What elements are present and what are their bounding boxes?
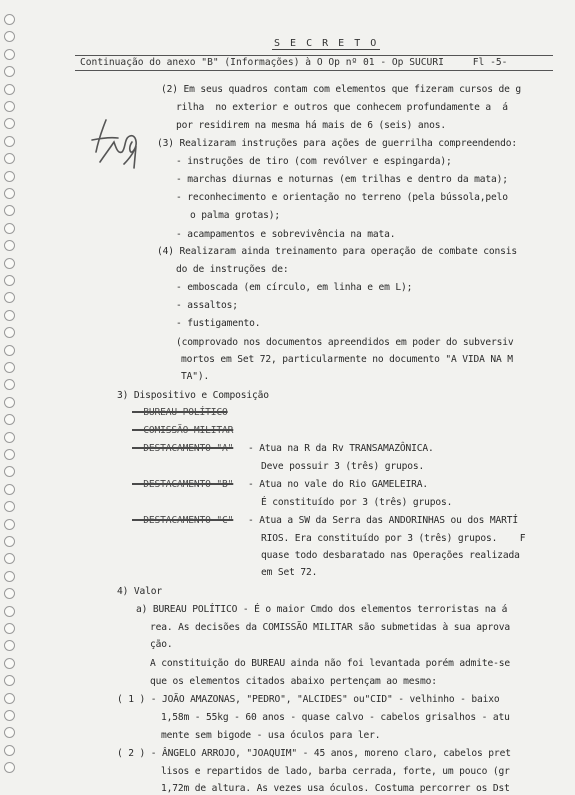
member-2-line-3: 1,72m de altura. As vezes usa óculos. Costuma percorrer os Dst bbox=[161, 783, 510, 794]
binder-hole bbox=[4, 501, 15, 512]
header-bottom-rule bbox=[75, 70, 553, 71]
binder-hole bbox=[4, 136, 15, 147]
destacamento-b-label: - DESTACAMENTO "B" bbox=[132, 479, 234, 490]
valor-a-line-2: rea. As decisões da COMISSÃO MILITAR são submetidas à sua aprova bbox=[150, 622, 511, 633]
binder-hole bbox=[4, 745, 15, 756]
destacamento-b-desc-2: É constituído por 3 (três) grupos. bbox=[261, 497, 453, 508]
doc-line-1: (2) Em seus quadros contam com elementos que fizeram cursos de g bbox=[161, 84, 522, 95]
doc-line-8: o palma grotas); bbox=[190, 210, 281, 221]
secret-stamp: S E C R E T O bbox=[274, 38, 379, 49]
destacamento-b-desc-1: - Atua no vale do Rio GAMELEIRA. bbox=[248, 479, 429, 490]
comissao-militar-item: - COMISSÃO MILITAR bbox=[132, 425, 234, 436]
destacamento-c-desc-2: RIOS. Era constituído por 3 (três) grupos. F bbox=[261, 533, 526, 544]
member-1-line-2: 1,58m - 55kg - 60 anos - quase calvo - cabelos grisalhos - atu bbox=[161, 712, 510, 723]
binder-hole bbox=[4, 536, 15, 547]
binder-hole bbox=[4, 379, 15, 390]
destacamento-a-desc-1: - Atua na R da Rv TRANSAMAZÔNICA. bbox=[248, 443, 434, 454]
doc-line-17: TA"). bbox=[181, 371, 210, 382]
binder-hole bbox=[4, 118, 15, 129]
handwritten-initials bbox=[88, 112, 150, 170]
member-2-line-1: ( 2 ) - ÂNGELO ARROJO, "JOAQUIM" - 45 anos, moreno claro, cabelos pret bbox=[117, 748, 511, 759]
binder-holes bbox=[4, 14, 18, 784]
destacamento-c-label: - DESTACAMENTO "C" bbox=[132, 515, 234, 526]
binder-hole bbox=[4, 84, 15, 95]
doc-line-11: do de instruções de: bbox=[176, 264, 289, 275]
doc-line-15: (comprovado nos documentos apreendidos em poder do subversiv bbox=[176, 337, 514, 348]
binder-hole bbox=[4, 519, 15, 530]
binder-hole bbox=[4, 66, 15, 77]
valor-a-line-3: ção. bbox=[150, 639, 173, 650]
doc-line-14: - fustigamento. bbox=[176, 318, 261, 329]
binder-hole bbox=[4, 414, 15, 425]
binder-hole bbox=[4, 101, 15, 112]
binder-hole bbox=[4, 553, 15, 564]
valor-a-line-5: que os elementos citados abaixo pertençam ao mesmo: bbox=[150, 676, 437, 687]
doc-line-2: rilha no exterior e outros que conhecem profundamente a á bbox=[176, 102, 508, 113]
doc-line-7: - reconhecimento e orientação no terreno (pela bússola,pelo bbox=[176, 192, 508, 203]
binder-hole bbox=[4, 710, 15, 721]
doc-line-9: - acampamentos e sobrevivência na mata. bbox=[176, 229, 396, 240]
valor-a-line-4: A constituição do BUREAU ainda não foi levantada porém admite-se bbox=[150, 658, 511, 669]
binder-hole bbox=[4, 188, 15, 199]
binder-hole bbox=[4, 223, 15, 234]
binder-hole bbox=[4, 240, 15, 251]
binder-hole bbox=[4, 292, 15, 303]
destacamento-c-desc-4: em Set 72. bbox=[261, 567, 318, 578]
member-2-line-2: lisos e repartidos de lado, barba cerrada, forte, um pouco (gr bbox=[161, 766, 510, 777]
binder-hole bbox=[4, 727, 15, 738]
destacamento-a-desc-2: Deve possuir 3 (três) grupos. bbox=[261, 461, 425, 472]
member-1-line-3: mente sem bigode - usa óculos para ler. bbox=[161, 730, 381, 741]
binder-hole bbox=[4, 675, 15, 686]
binder-hole bbox=[4, 484, 15, 495]
binder-hole bbox=[4, 693, 15, 704]
binder-hole bbox=[4, 362, 15, 373]
section-3-title: 3) Dispositivo e Composição bbox=[117, 390, 269, 401]
valor-a-line-1: a) BUREAU POLÍTICO - É o maior Cmdo dos elementos terroristas na á bbox=[136, 604, 508, 615]
binder-hole bbox=[4, 449, 15, 460]
binder-hole bbox=[4, 640, 15, 651]
destacamento-c-desc-3: quase todo desbaratado nas Operações realizada bbox=[261, 550, 520, 561]
binder-hole bbox=[4, 571, 15, 582]
doc-line-3: por residirem na mesma há mais de 6 (seis) anos. bbox=[176, 120, 447, 131]
binder-hole bbox=[4, 606, 15, 617]
doc-line-12: - emboscada (em círculo, em linha e em L); bbox=[176, 282, 413, 293]
doc-line-16: mortos em Set 72, particularmente no documento "A VIDA NA M bbox=[181, 354, 513, 365]
binder-hole bbox=[4, 623, 15, 634]
section-4-title: 4) Valor bbox=[117, 586, 163, 597]
binder-hole bbox=[4, 171, 15, 182]
destacamento-a-label: - DESTACAMENTO "A" bbox=[132, 443, 234, 454]
binder-hole bbox=[4, 345, 15, 356]
binder-hole bbox=[4, 205, 15, 216]
doc-line-5: - instruções de tiro (com revólver e espingarda); bbox=[176, 156, 452, 167]
binder-hole bbox=[4, 466, 15, 477]
binder-hole bbox=[4, 153, 15, 164]
doc-line-10: (4) Realizaram ainda treinamento para operação de combate consis bbox=[157, 246, 518, 257]
binder-hole bbox=[4, 275, 15, 286]
binder-hole bbox=[4, 310, 15, 321]
binder-hole bbox=[4, 762, 15, 773]
header-top-rule bbox=[75, 55, 553, 56]
binder-hole bbox=[4, 327, 15, 338]
binder-hole bbox=[4, 14, 15, 25]
doc-line-13: - assaltos; bbox=[176, 300, 238, 311]
page-header: Continuação do anexo "B" (Informações) à O Op nº 01 - Op SUCURI Fl -5- bbox=[80, 57, 508, 68]
destacamento-c-desc-1: - Atua a SW da Serra das ANDORINHAS ou dos MARTÍ bbox=[248, 515, 519, 526]
member-1-line-1: ( 1 ) - JOÃO AMAZONAS, "PEDRO", "ALCIDES" ou"CID" - velhinho - baixo bbox=[117, 694, 500, 705]
binder-hole bbox=[4, 49, 15, 60]
bureau-politico-item: - BUREAU POLÍTICO bbox=[132, 407, 228, 418]
binder-hole bbox=[4, 31, 15, 42]
doc-line-6: - marchas diurnas e noturnas (em trilhas e dentro da mata); bbox=[176, 174, 508, 185]
binder-hole bbox=[4, 432, 15, 443]
binder-hole bbox=[4, 658, 15, 669]
binder-hole bbox=[4, 258, 15, 269]
binder-hole bbox=[4, 397, 15, 408]
doc-line-4: (3) Realizaram instruções para ações de guerrilha compreendendo: bbox=[157, 138, 518, 149]
binder-hole bbox=[4, 588, 15, 599]
